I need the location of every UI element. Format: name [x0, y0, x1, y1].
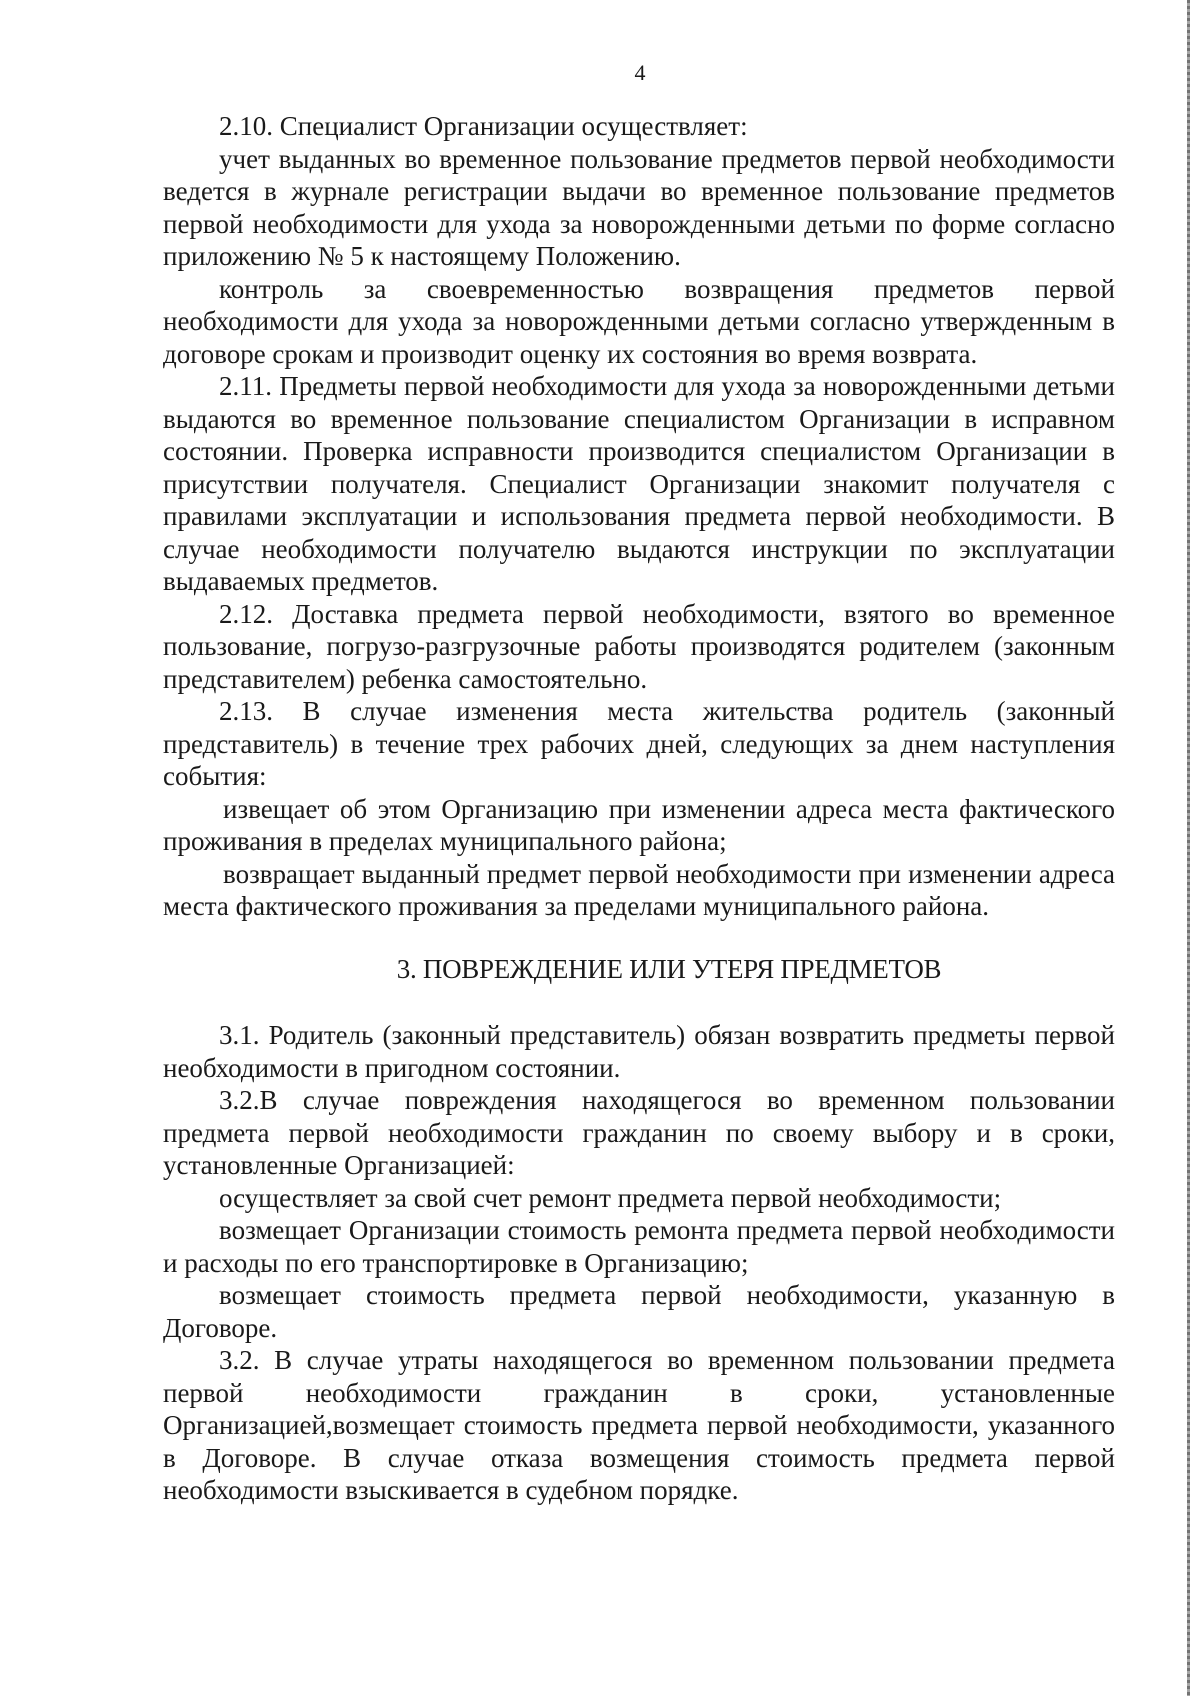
paragraph-2-11: 2.11. Предметы первой необходимости для ухода за новорожденными детьми выдаются во временное пользование специалистом Организации в исправном состоянии. Проверка исправности производится специалистом Организации в присутствии получателя. Специалист Организации знакомит получателя с правилами эксплуатации и использования предмета первой необходимости. В случае необходимости получателю выдаются инструкции по эксплуатации выдаваемых предметов. [163, 371, 1115, 596]
paragraph-2-10: 2.10. Специалист Организации осуществляет: [219, 111, 748, 141]
paragraph-2-13: 2.13. В случае изменения места жительства родитель (законный представитель) в течение трех рабочих дней, следующих за днем наступления события: [163, 696, 1115, 791]
paragraph-2-10-control: контроль за своевременностью возвращения предметов первой необходимости для ухода за новорожденными детьми согласно утвержденным в договоре срокам и производит оценку их состояния во время возврата. [163, 273, 1115, 369]
scan-page-edge [1187, 0, 1190, 1696]
paragraph-3-2-repair: осуществляет за свой счет ремонт предмета первой необходимости; [219, 1182, 1002, 1213]
paragraph-2-13-return: возвращает выданный предмет первой необходимости при изменении адреса места фактического проживания за пределами муниципального района. [163, 858, 1115, 921]
document-body [163, 110, 1115, 1507]
paragraph-3-1: 3.1. Родитель (законный представитель) обязан возвратить предметы первой необходимости в пригодном состоянии. [163, 1020, 1115, 1083]
paragraph-3-2-reimburse-cost: возмещает стоимость предмета первой необходимости, указанную в Договоре. [163, 1280, 1115, 1343]
paragraph-3-2-reimburse-repair: возмещает Организации стоимость ремонта предмета первой необходимости и расходы по его транспортировке в Организацию; [163, 1215, 1115, 1278]
paragraph-2-13-notify: извещает об этом Организацию при изменении адреса места фактического проживания в пределах муниципального района; [163, 793, 1115, 856]
paragraph-2-12: 2.12. Доставка предмета первой необходимости, взятого во временное пользование, погрузо-разгрузочные работы производятся родителем (законным представителем) ребенка самостоятельно. [163, 598, 1115, 694]
paragraph-3-2-loss: 3.2. В случае утраты находящегося во временном пользовании предмета первой необходимости гражданин в сроки, установленные Организацией,возмещает стоимость предмета первой необходимости, указанного в Договоре. В случае отказа возмещения стоимость предмета первой необходимости взыскивается в судебном порядке. [163, 1345, 1115, 1505]
section-3-heading: 3. ПОВРЕЖДЕНИЕ ИЛИ УТЕРЯ ПРЕДМЕТОВ [396, 953, 942, 984]
paragraph-3-2: 3.2.В случае повреждения находящегося во временном пользовании предмета первой необходимости гражданин по своему выбору и в сроки, установленные Организацией: [163, 1085, 1115, 1180]
page-number: 4 [634, 60, 646, 85]
paragraph-2-10-accounting: учет выданных во временное пользование предметов первой необходимости ведется в журнале регистрации выдачи во временное пользование предметов первой необходимости для ухода за новорожденными детьми по форме согласно приложению № 5 к настоящему Положению. [163, 143, 1115, 271]
